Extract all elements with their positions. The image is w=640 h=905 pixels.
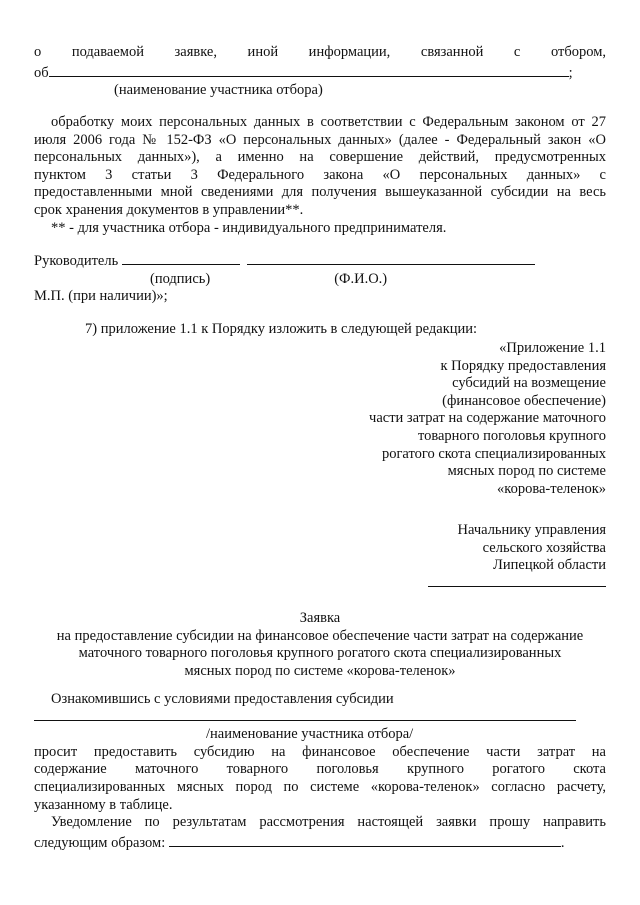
appendix-line: «Приложение 1.1 (499, 340, 606, 356)
consent-para-line: июля 2006 года № 152-ФЗ «О персональных данных» (далее - Федеральный закон «О (34, 131, 606, 148)
application-body-line: содержание маточного товарного поголовья крупного рогатого скота (34, 761, 606, 778)
addressee-blank-line (34, 575, 606, 593)
addressee-blank (428, 576, 606, 587)
amendment (34, 321, 606, 339)
appendix-line: мясных пород по системе (447, 463, 606, 480)
signature-label: Руководитель (34, 253, 119, 269)
signature-section (34, 250, 606, 306)
notice-suffix: . (560, 834, 565, 851)
application-intro: Ознакомившись с условиями предоставления субсидии (51, 691, 394, 707)
notice-line: Уведомление по результатам рассмотрения настоящей заявки прошу направить (51, 814, 606, 831)
participant-name-blank (49, 62, 569, 77)
consent-section (34, 44, 606, 100)
signature-captions (34, 271, 606, 289)
consent-paragraph (34, 114, 606, 237)
amendment-text: 7) приложение 1.1 к Порядку изложить в следующей редакции: (85, 321, 478, 337)
participant-blank-line (34, 709, 606, 727)
signature-blank (122, 250, 240, 265)
participant-caption: /наименование участника отбора/ (206, 726, 414, 743)
sign-caption: (подпись) (150, 270, 211, 287)
application-heading (34, 610, 606, 680)
notice-method-blank (169, 832, 561, 847)
participant-name-caption: (наименование участника отбора) (114, 82, 323, 99)
consent-line-1: о подаваемой заявке, иной информации, связанной с отбором, (34, 44, 606, 60)
participant-blank (34, 710, 576, 721)
appendix-line: части затрат на содержание маточного (369, 410, 606, 427)
signature-line (34, 250, 606, 271)
appendix-line: товарного поголовья крупного (417, 427, 606, 444)
consent-para-line: пунктом 3 статьи 3 Федерального закона «О персональных данных» с (34, 166, 606, 183)
consent-line-2-prefix: об (34, 64, 49, 81)
name-blank (247, 250, 535, 265)
appendix-line: субсидий на возмещение (452, 375, 606, 392)
consent-para-line: предоставленными мной сведениями для получения вышеуказанной субсидии на весь (34, 184, 606, 201)
application-title: Заявка (299, 610, 341, 626)
application-subtitle-line: мясных пород по системе «корова-теленок» (184, 662, 456, 679)
appendix-line: «корова-теленок» (497, 480, 606, 497)
appendix-line: (финансовое обеспечение) (442, 392, 606, 409)
application-body-line: просит предоставить субсидию на финансовое обеспечение части затрат на (34, 743, 606, 760)
footnote: ** - для участника отбора - индивидуального предпринимателя. (51, 219, 447, 236)
consent-line-2 (34, 62, 606, 83)
addressee-line: Начальнику управления (457, 522, 606, 538)
consent-line-2-suffix: ; (568, 64, 573, 81)
consent-para-line: срок хранения документов в управлении**. (34, 201, 304, 218)
addressee-line: сельского хозяйства (482, 539, 606, 556)
consent-para-line: персональных данных»), а именно на совершение действий, предусмотренных (34, 149, 606, 166)
consent-para-line: обработку моих персональных данных в соответствии с Федеральным законом от 27 (51, 114, 606, 130)
addressee-line: Липецкой области (493, 557, 606, 574)
notice-method-line (34, 832, 606, 853)
stamp-label: М.П. (при наличии)»; (34, 288, 168, 305)
application-subtitle-line: маточного товарного поголовья крупного рогатого скота специализированных (78, 645, 562, 662)
application-body-line: специализированных мясных пород по системе «корова-теленок» согласно расчету, (34, 778, 606, 795)
application-subtitle-line: на предоставление субсидии на финансовое обеспечение части затрат на содержание (56, 627, 584, 644)
application-body-line: указанному в таблице. (34, 796, 173, 813)
appendix-header (34, 340, 606, 498)
notice-prefix: следующим образом: (34, 834, 166, 851)
appendix-line: к Порядку предоставления (440, 357, 606, 374)
appendix-line: рогатого скота специализированных (381, 445, 606, 462)
name-caption: (Ф.И.О.) (334, 270, 388, 287)
addressee (34, 522, 606, 592)
application-body (34, 691, 606, 852)
